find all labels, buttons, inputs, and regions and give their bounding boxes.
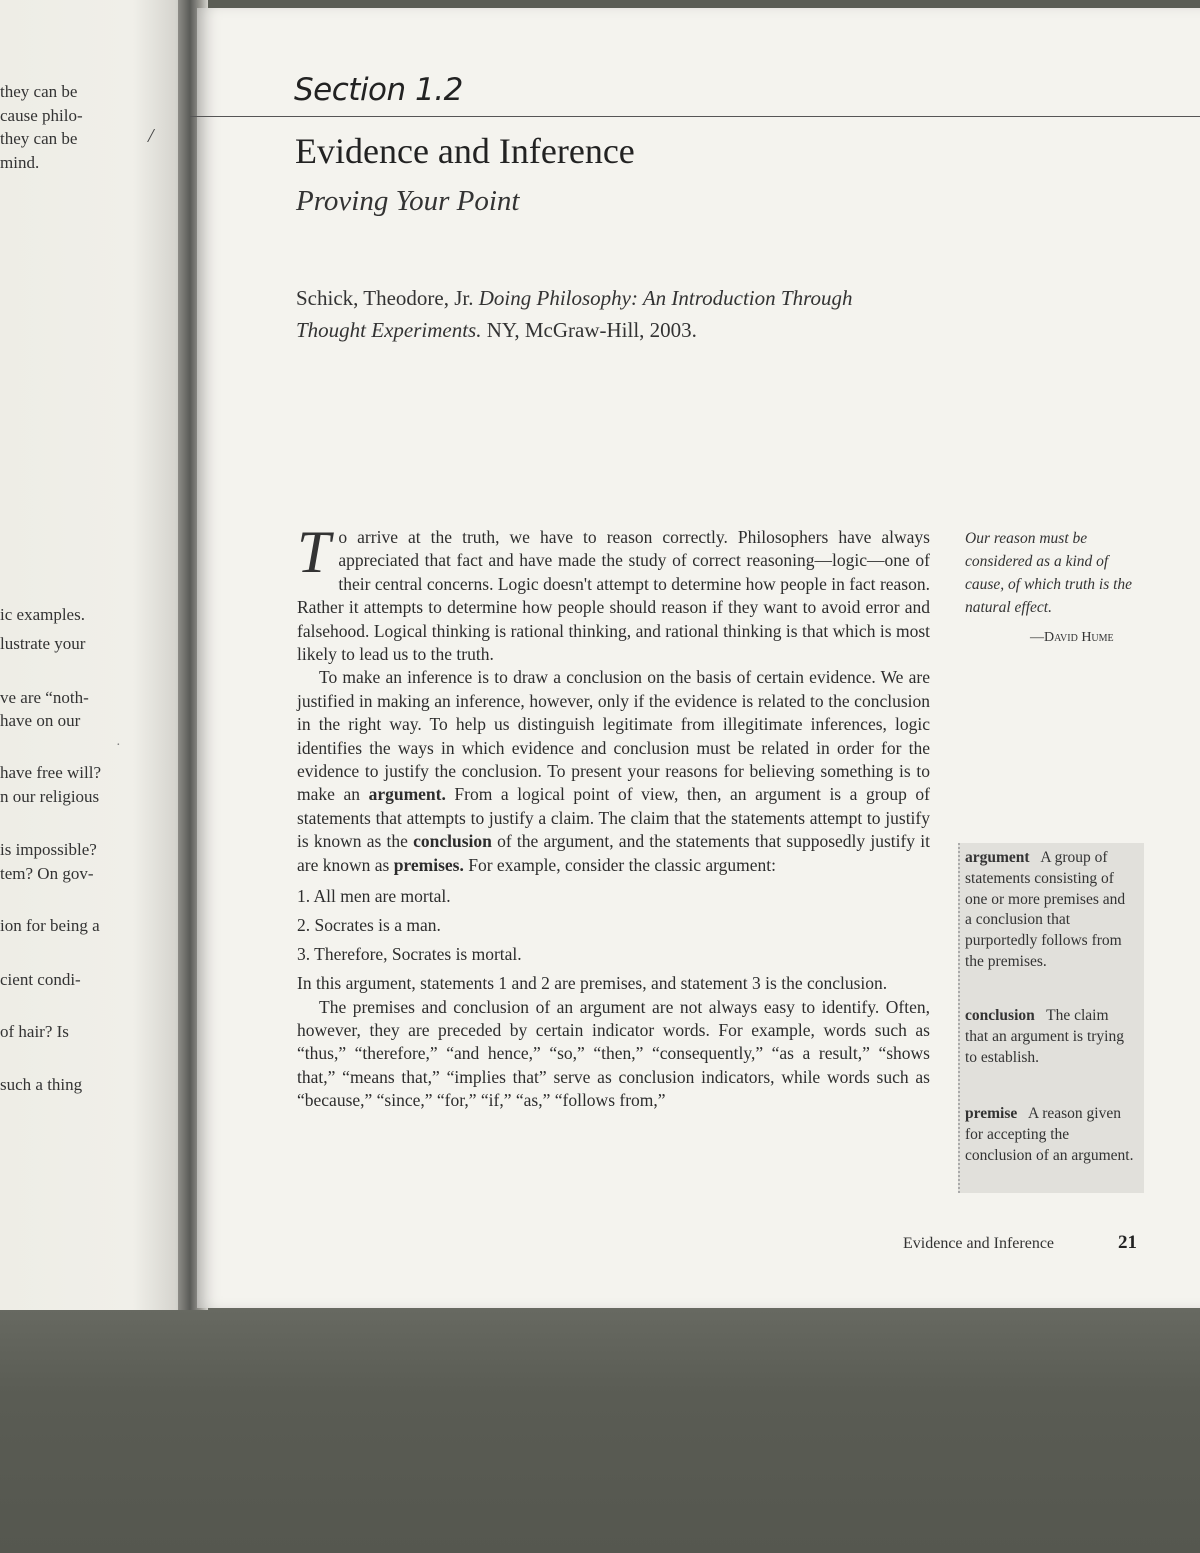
quote-author: —David Hume — [1030, 630, 1114, 645]
glossary-definition: The claim that an argument is trying to establish. — [965, 1007, 1124, 1066]
page-title: Evidence and Inference — [295, 131, 635, 171]
left-page-line: n our religious — [0, 787, 100, 806]
paragraph-text: For example, consider the classic argument: — [463, 854, 777, 875]
citation-publisher: NY, McGraw-Hill, 2003. — [481, 318, 697, 342]
section-rule — [190, 116, 1200, 117]
main-text — [297, 519, 930, 1113]
citation-book-title: Doing Philosophy: An Introduction Through Thought Experiments. — [296, 286, 853, 342]
argument-list — [297, 885, 930, 966]
margin-quote: Our reason must be considered as a kind of cause, of which truth is the natural effect. — [965, 530, 1133, 616]
citation — [296, 282, 916, 346]
list-item: 3. Therefore, Socrates is mortal. — [297, 944, 522, 965]
left-page-line: cient condi- — [0, 970, 81, 989]
glossary-entry — [965, 1006, 1135, 1068]
key-term: conclusion — [413, 831, 492, 852]
left-page — [0, 0, 190, 1310]
glossary-entry — [965, 848, 1135, 973]
section-label: Section 1.2 — [294, 72, 463, 108]
left-page-line: is impossible? — [0, 840, 97, 859]
left-page-line: of hair? Is — [0, 1022, 69, 1041]
left-page-line: cause philo- — [0, 106, 83, 125]
paragraph-text: From a logical point of view, then, an argument is a group of statements that attempts to justify a claim. The claim that the statements attempt to justify is known as the — [297, 784, 930, 852]
left-page-line: such a thing — [0, 1075, 83, 1094]
glossary-entry — [965, 1104, 1135, 1166]
left-page-line: ic examples. — [0, 605, 85, 624]
page-number: 21 — [1118, 1232, 1137, 1253]
running-footer: Evidence and Inference — [903, 1235, 1055, 1252]
paragraph — [297, 519, 930, 666]
left-page-line: mind. — [0, 153, 40, 172]
paragraph: In this argument, statements 1 and 2 are premises, and statement 3 is the conclusion. — [297, 973, 888, 994]
glossary-term: conclusion — [965, 1007, 1035, 1024]
glossary-definition: A group of statements consisting of one or more premises and a conclusion that purportedly follows from the premises. — [965, 849, 1126, 970]
left-page-line: have on our — [0, 711, 81, 730]
margin-dot: · — [116, 738, 121, 753]
glossary-term: premise — [965, 1105, 1018, 1122]
page-subtitle: Proving Your Point — [296, 185, 520, 217]
glossary-term: argument — [965, 849, 1030, 866]
citation-author: Schick, Theodore, Jr. — [296, 286, 479, 310]
paragraph-text: of the argument, and the statements that supposedly justify it are known as — [297, 831, 930, 875]
left-page-line: they can be — [0, 129, 78, 148]
key-term: premises. — [393, 854, 464, 875]
left-page-line: lustrate your — [0, 634, 86, 653]
paragraph-text: To make an inference is to draw a conclusion on the basis of certain evidence. We are justified in making an inference, however, only if the evidence is related to the conclusion in the right way. To help us distinguish legitimate from illegitimate inferences, logic identifies the ways in which evidence and conclusion must be related in order for the evidence to justify the conclusion. To present your reasons for believing something is to make an — [297, 667, 930, 805]
left-page-line: tem? On gov- — [0, 864, 94, 883]
list-item: 1. All men are mortal. — [297, 886, 451, 907]
pen-mark: / — [148, 125, 154, 147]
left-page-line: ion for being a — [0, 916, 100, 935]
glossary-definition: A reason given for accepting the conclusion of an argument. — [965, 1105, 1134, 1164]
drop-cap: T — [297, 519, 331, 585]
left-page-line: have free will? — [0, 763, 101, 782]
paragraph: The premises and conclusion of an argument are not always easy to identify. Often, however, they are preceded by certain indicator words. For example, words such as “thus,” “therefore,” “and hence,” “so,” “then,” “consequently,” “as a result,” “shows that,” “means that,” “implies that” serve as conclusion indicators, while words such as “because,” “since,” “for,” “if,” “as,” “follows from,” — [297, 996, 930, 1111]
left-page-line: they can be — [0, 82, 78, 101]
list-item: 2. Socrates is a man. — [297, 915, 441, 936]
paragraph-text: o arrive at the truth, we have to reason correctly. Philosophers have always appreciated that fact and have made the study of correct reasoning—logic—one of their central concerns. Logic doesn't attempt to determine how people in fact reason. Rather it attempts to determine how people should reason if they want to avoid error and falsehood. Logical thinking is rational thinking, and rational thinking is that which is most likely to lead us to the truth. — [297, 527, 930, 665]
scanner-background — [0, 1290, 1200, 1553]
paragraph — [297, 666, 930, 877]
key-term: argument. — [368, 784, 446, 805]
left-page-line: ve are “noth- — [0, 688, 89, 707]
